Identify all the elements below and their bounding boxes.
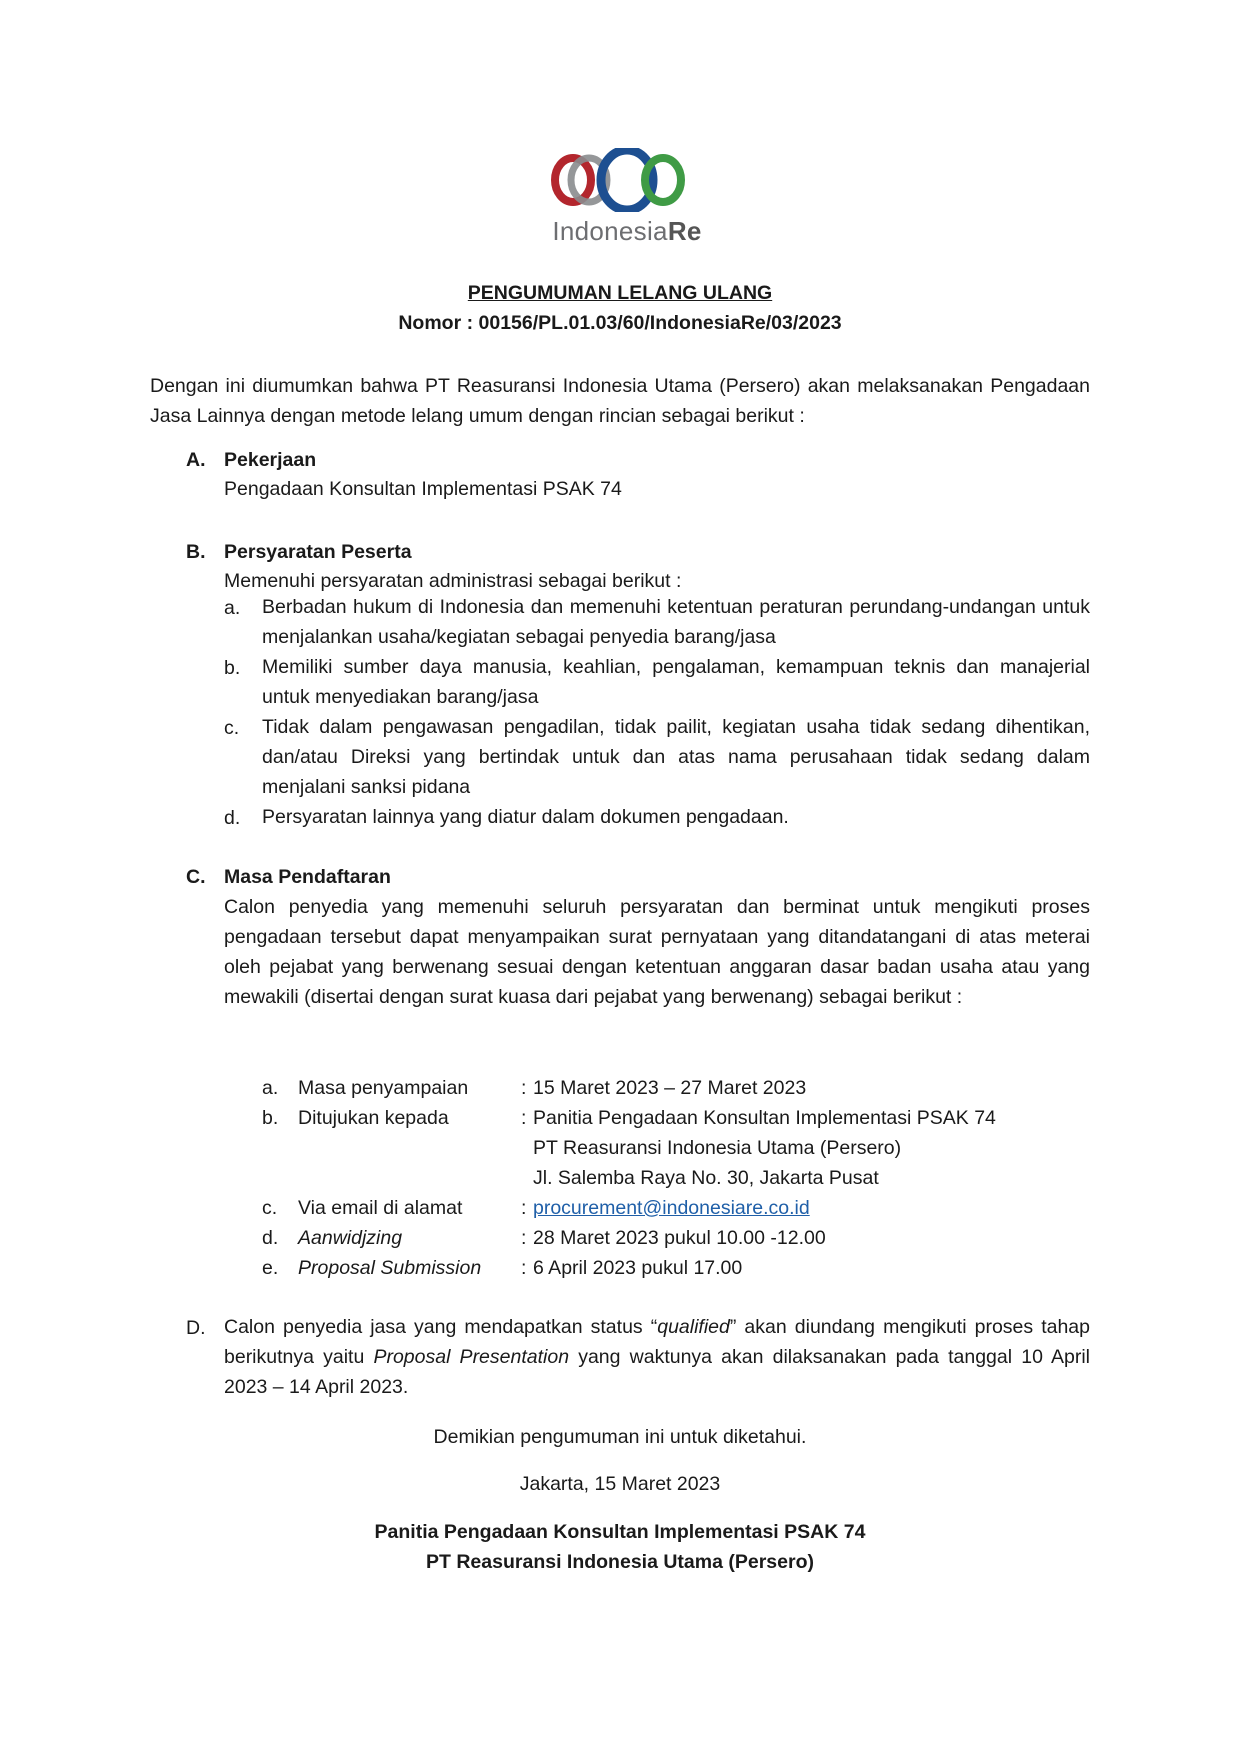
section-d-text-1: Calon penyedia jasa yang mendapatkan status “ xyxy=(224,1316,658,1338)
row-value-ditujukan: Panitia Pengadaan Konsultan Implementasi PSAK 74 xyxy=(533,1107,996,1129)
logo-text-bold: Re xyxy=(667,216,702,246)
signer-company: PT Reasuransi Indonesia Utama (Persero) xyxy=(426,1551,814,1573)
section-d-proposal-presentation: Proposal Presentation xyxy=(373,1346,570,1368)
row-letter: d. xyxy=(262,1227,279,1249)
row-label-proposal-submission: Proposal Submission xyxy=(298,1257,482,1279)
section-c-letter: C. xyxy=(186,866,206,888)
section-d-letter: D. xyxy=(186,1317,206,1339)
section-d-text-5: yang waktunya akan dilaksanakan pada tanggal 10 April 2023 – 14 April 2023. xyxy=(224,1346,1090,1398)
place-date: Jakarta, 15 Maret 2023 xyxy=(519,1473,721,1495)
logo-text-light: Indonesia xyxy=(552,216,668,246)
row-colon: : xyxy=(521,1257,527,1279)
list-item-letter: a. xyxy=(224,597,241,619)
row-letter: c. xyxy=(262,1197,278,1219)
row-value-masa: 15 Maret 2023 – 27 Maret 2023 xyxy=(533,1077,807,1099)
section-c-text: Calon penyedia yang memenuhi seluruh persyaratan dan berminat untuk mengikuti proses pengadaan tersebut dapat menyampaikan surat pernyataan yang ditandatangani di atas meterai oleh pejabat yang berwenang sesuai dengan ketentuan anggaran dasar badan usaha atau yang mewakili (disertai dengan surat kuasa dari pejabat yang berwenang) sebagai berikut : xyxy=(224,896,1090,1008)
indonesiare-logo xyxy=(527,148,727,248)
list-item-letter: c. xyxy=(224,717,240,739)
row-label-ditujukan: Ditujukan kepada xyxy=(298,1107,449,1129)
list-item: Berbadan hukum di Indonesia dan memenuhi ketentuan peraturan perundang-undangan untuk menjalankan usaha/kegiatan sebagai penyedia barang/jasa xyxy=(262,596,1090,648)
section-b-lead: Memenuhi persyaratan administrasi sebagai berikut : xyxy=(224,570,682,592)
row-label-email: Via email di alamat xyxy=(298,1197,463,1219)
row-letter: a. xyxy=(262,1077,279,1099)
list-item: Persyaratan lainnya yang diatur dalam dokumen pengadaan. xyxy=(262,806,789,828)
signer-committee: Panitia Pengadaan Konsultan Implementasi PSAK 74 xyxy=(374,1521,866,1543)
row-letter: b. xyxy=(262,1107,279,1129)
intro-paragraph: Dengan ini diumumkan bahwa PT Reasuransi Indonesia Utama (Persero) akan melaksanakan Pengadaan Jasa Lainnya dengan metode lelang umum dengan rincian sebagai berikut : xyxy=(150,375,1090,427)
document-title: PENGUMUMAN LELANG ULANG xyxy=(467,282,773,304)
document-number: Nomor : 00156/PL.01.03/60/IndonesiaRe/03/2023 xyxy=(398,312,842,334)
row-value-proposal-submission: 6 April 2023 pukul 17.00 xyxy=(533,1257,743,1279)
row-label-aanwidjzing: Aanwidjzing xyxy=(298,1227,403,1249)
list-item-letter: d. xyxy=(224,807,241,829)
list-item-letter: b. xyxy=(224,657,241,679)
section-d-text-3: ” akan diundang mengikuti proses tahap berikutnya yaitu xyxy=(224,1316,1090,1368)
section-d-text xyxy=(224,1312,1090,1402)
email-link[interactable]: procurement@indonesiare.co.id xyxy=(533,1197,810,1219)
section-a-text: Pengadaan Konsultan Implementasi PSAK 74 xyxy=(224,478,622,500)
section-b-heading: Persyaratan Peserta xyxy=(224,541,412,563)
row-colon: : xyxy=(521,1107,527,1129)
section-a-heading: Pekerjaan xyxy=(224,449,317,471)
closing-line: Demikian pengumuman ini untuk diketahui. xyxy=(433,1426,807,1448)
list-item: Tidak dalam pengawasan pengadilan, tidak pailit, kegiatan usaha tidak sedang dihentikan, dan/atau Direksi yang bertindak untuk dan atas nama perusahaan tidak sedang dalam menjalani sanksi pidana xyxy=(262,716,1090,798)
row-letter: e. xyxy=(262,1257,279,1279)
row-colon: : xyxy=(521,1197,527,1219)
section-d-qualified: qualified xyxy=(657,1316,730,1338)
row-value-ditujukan-line3: Jl. Salemba Raya No. 30, Jakarta Pusat xyxy=(533,1167,879,1189)
row-label-masa: Masa penyampaian xyxy=(298,1077,469,1099)
list-item: Memiliki sumber daya manusia, keahlian, pengalaman, kemampuan teknis dan manajerial untuk menyediakan barang/jasa xyxy=(262,656,1090,708)
section-b-letter: B. xyxy=(186,541,206,563)
row-colon: : xyxy=(521,1227,527,1249)
section-c-heading: Masa Pendaftaran xyxy=(224,866,391,888)
logo-wordmark xyxy=(527,216,727,247)
row-colon: : xyxy=(521,1077,527,1099)
logo-rings-icon xyxy=(527,148,727,212)
row-value-aanwidjzing: 28 Maret 2023 pukul 10.00 -12.00 xyxy=(533,1227,826,1249)
row-value-ditujukan-line2: PT Reasuransi Indonesia Utama (Persero) xyxy=(533,1137,902,1159)
section-a-letter: A. xyxy=(186,449,206,471)
